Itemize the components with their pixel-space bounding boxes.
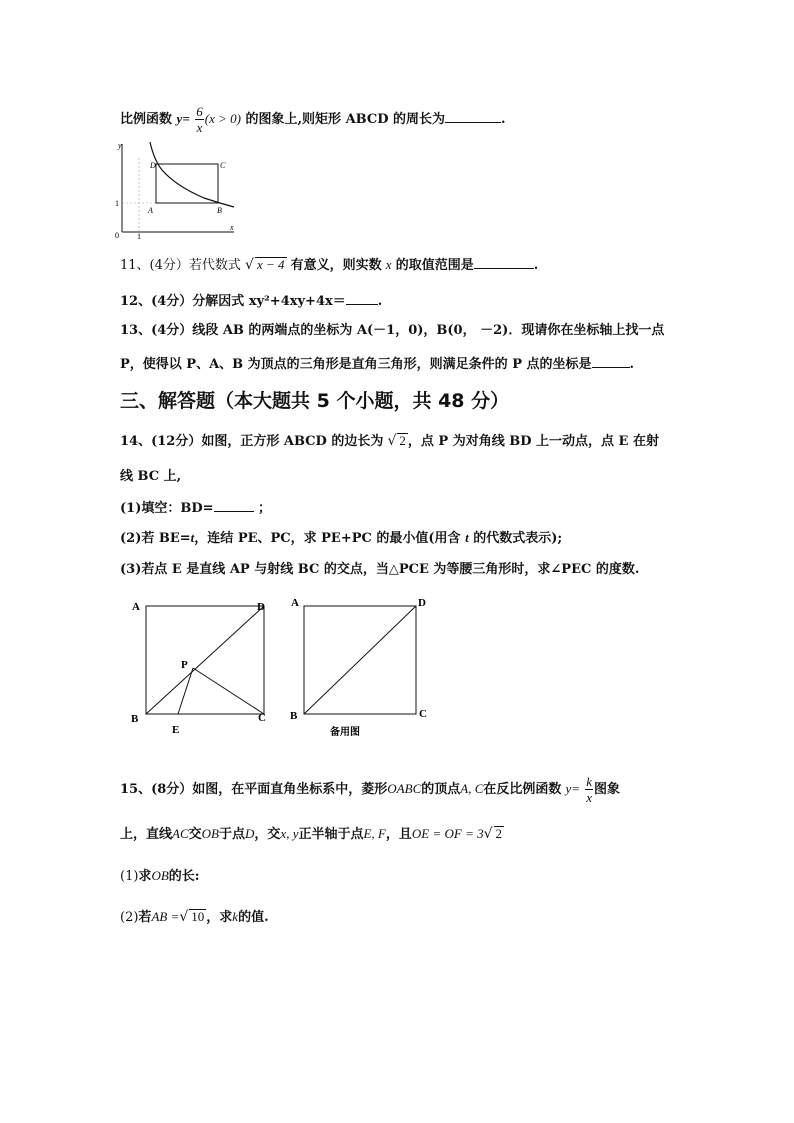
q14-p1-blank[interactable] [214, 499, 254, 512]
fig1-label-p: P [181, 659, 188, 671]
q14-pre: 14、(12分）如图，正方形 ABCD 的边长为 [120, 434, 384, 449]
q15-oabc: OABC [387, 781, 422, 796]
q15-ac: A, C [460, 781, 484, 796]
q15-p2-radical-icon: √ [179, 909, 189, 925]
q15-func-eq: = [571, 781, 581, 796]
q14-p1-end: ； [258, 501, 272, 516]
q10-func-cond: (x > 0) [204, 111, 241, 126]
q14-p2-pre: (2)若 BE= [120, 531, 191, 546]
g1-x-label: x [230, 223, 234, 232]
fig1-label-a: A [132, 601, 140, 613]
q12-line [120, 292, 382, 310]
q14-line1 [120, 433, 659, 450]
q12-end: . [377, 294, 383, 309]
q15-p2-post: 的值. [238, 910, 269, 925]
q15-p2-radicand: 10 [191, 909, 205, 924]
q15-frac-num: k [586, 774, 593, 789]
q15-l2-d: D [245, 826, 255, 841]
fig2-label-d: D [418, 597, 426, 609]
g1-one-x: 1 [137, 232, 141, 240]
q15-p2-ab: AB = [151, 909, 180, 924]
g1-point-d: D [150, 161, 156, 170]
fig2-label-a: A [291, 597, 299, 609]
q10-line [120, 104, 506, 135]
q14-line2-text: 线 BC 上, [120, 469, 182, 484]
q11-line [120, 256, 538, 274]
fig2-label-c: C [419, 708, 427, 720]
fig2-label-b: B [290, 710, 298, 722]
q14-part1 [120, 499, 271, 517]
q15-line1 [120, 774, 620, 805]
q14-line2 [120, 469, 181, 485]
q14-radicand: 2 [399, 433, 406, 448]
q15-p1-num: (1) [120, 869, 139, 884]
q15-l2-radical-icon: √ [483, 826, 493, 842]
hyperbola-curve [150, 142, 234, 207]
q15-part2 [120, 909, 269, 926]
q15-l2-xy: x, y [280, 826, 299, 841]
q13-line1-text: 13、(4分）线段 AB 的两端点的坐标为 A(－1，0)，B(0， －2)．现请你在坐标轴上找一点 [120, 323, 665, 338]
q10-end: . [501, 112, 506, 127]
fig1-label-b: B [131, 713, 139, 725]
q11-var: x [385, 257, 392, 272]
q10-graph [114, 140, 240, 240]
q14-figure-main [126, 596, 286, 742]
q13-line2 [120, 355, 634, 373]
q15-post: 图象 [594, 782, 621, 797]
q15-p2-mid: ，求 [206, 910, 233, 925]
fig1-label-d: D [257, 601, 265, 613]
q15-l2-ac: AC [172, 826, 189, 841]
q13-line1 [120, 323, 664, 339]
g1-point-c: C [220, 161, 226, 170]
q15-mid: 的顶点 [421, 782, 461, 797]
q15-fraction [585, 774, 593, 805]
g1-origin: 0 [115, 231, 119, 240]
q11-post: 的取值范围是 [395, 258, 474, 273]
q15-pre: 15、(8分）如图，在平面直角坐标系中，菱形 [120, 782, 388, 797]
fig2-caption: 备用图 [330, 727, 360, 738]
q15-l2-pre: 上，直线 [120, 827, 173, 842]
q15-p2-k: k [232, 909, 239, 924]
q15-part1 [120, 868, 200, 885]
q15-l2-mid5: ，且 [385, 827, 412, 842]
q14-p2-var2: t [465, 530, 469, 545]
q15-frac-den: x [586, 790, 593, 805]
q13-answer-blank[interactable] [592, 355, 630, 368]
q15-l2-mid4: 正半轴于点 [298, 827, 364, 842]
q14-post: ，点 P 为对角线 BD 上一动点，点 E 在射 [407, 434, 659, 449]
q15-p1-pre: 求 [138, 869, 152, 884]
fig1-label-c: C [258, 712, 266, 724]
q14-p3-text: (3)若点 E 是直线 AP 与射线 BC 的交点，当△PCE 为等腰三角形时，求∠PEC 的度数. [120, 562, 640, 577]
q10-answer-blank[interactable] [445, 110, 501, 123]
g1-y-label: y [118, 141, 122, 150]
q13-line2-text: P，使得以 P、A、B 为顶点的三角形是直角三角形，则满足条件的 P 点的坐标是 [120, 357, 592, 372]
q14-p2-var: t [190, 530, 195, 545]
g1-one-y: 1 [115, 199, 119, 208]
rect-abcd [156, 164, 218, 203]
fig1-segment-pe [178, 668, 193, 714]
q11-radicand: x − 4 [256, 257, 285, 272]
q11-pre: 11、(4分）若代数式 [120, 258, 241, 273]
fig2-diagonal-bd [304, 606, 416, 714]
q12-answer-blank[interactable] [346, 292, 378, 305]
fig1-label-e: E [172, 724, 180, 736]
q10-post: 的图象上,则矩形 ABCD 的周长为 [245, 112, 446, 127]
q10-pre: 比例函数 [120, 112, 173, 127]
q15-p2-pre: 若 [138, 910, 152, 925]
q10-frac-den: x [196, 120, 203, 135]
q14-figure-spare [288, 592, 438, 742]
q10-func-eq: = [182, 111, 190, 126]
q15-p1-ob: OB [151, 868, 169, 883]
q15-l2-mid3: ，交 [254, 827, 281, 842]
q15-l2-ef: E, F [363, 826, 386, 841]
q14-p2-post: 的代数式表示); [473, 531, 563, 546]
q15-mid2: 在反比例函数 [483, 782, 562, 797]
q15-l2-ob: OB [201, 826, 219, 841]
q14-part3 [120, 562, 639, 578]
q11-answer-blank[interactable] [474, 256, 534, 269]
q15-func-y: y [565, 781, 572, 796]
q10-func-y: y [176, 111, 183, 126]
q12-text: 12、(4分）分解因式 xy²+4xy+4x＝ [120, 294, 346, 309]
q13-end: . [629, 357, 635, 372]
q14-radical-icon: √ [387, 433, 397, 449]
q15-l2-radicand: 2 [495, 826, 503, 841]
q15-p1-post: 的长: [168, 869, 200, 884]
q15-line2 [120, 826, 504, 843]
q11-end: . [533, 258, 539, 273]
q15-p2-num: (2) [120, 910, 139, 925]
q14-part2 [120, 530, 562, 547]
q15-l2-mid: 交 [188, 827, 202, 842]
q10-frac-num: 6 [196, 104, 203, 119]
q15-l2-mid2: 于点 [219, 827, 246, 842]
g1-point-a: A [148, 206, 153, 215]
q14-p1-pre: (1)填空：BD= [120, 501, 214, 516]
q11-radical-icon: √ [245, 257, 254, 273]
fig1-diagonal-bd [146, 606, 264, 714]
q10-fraction [195, 104, 204, 135]
section-3-heading: 三、解答题（本大题共 5 个小题，共 48 分） [120, 390, 510, 412]
g1-point-b: B [217, 206, 222, 215]
q14-p2-mid: ，连结 PE、PC，求 PE+PC 的最小值(用含 [194, 531, 461, 546]
q11-mid: 有意义，则实数 [290, 258, 382, 273]
q15-l2-eq: OE = OF = 3 [411, 826, 484, 841]
fig1-segment-pc [193, 668, 264, 714]
